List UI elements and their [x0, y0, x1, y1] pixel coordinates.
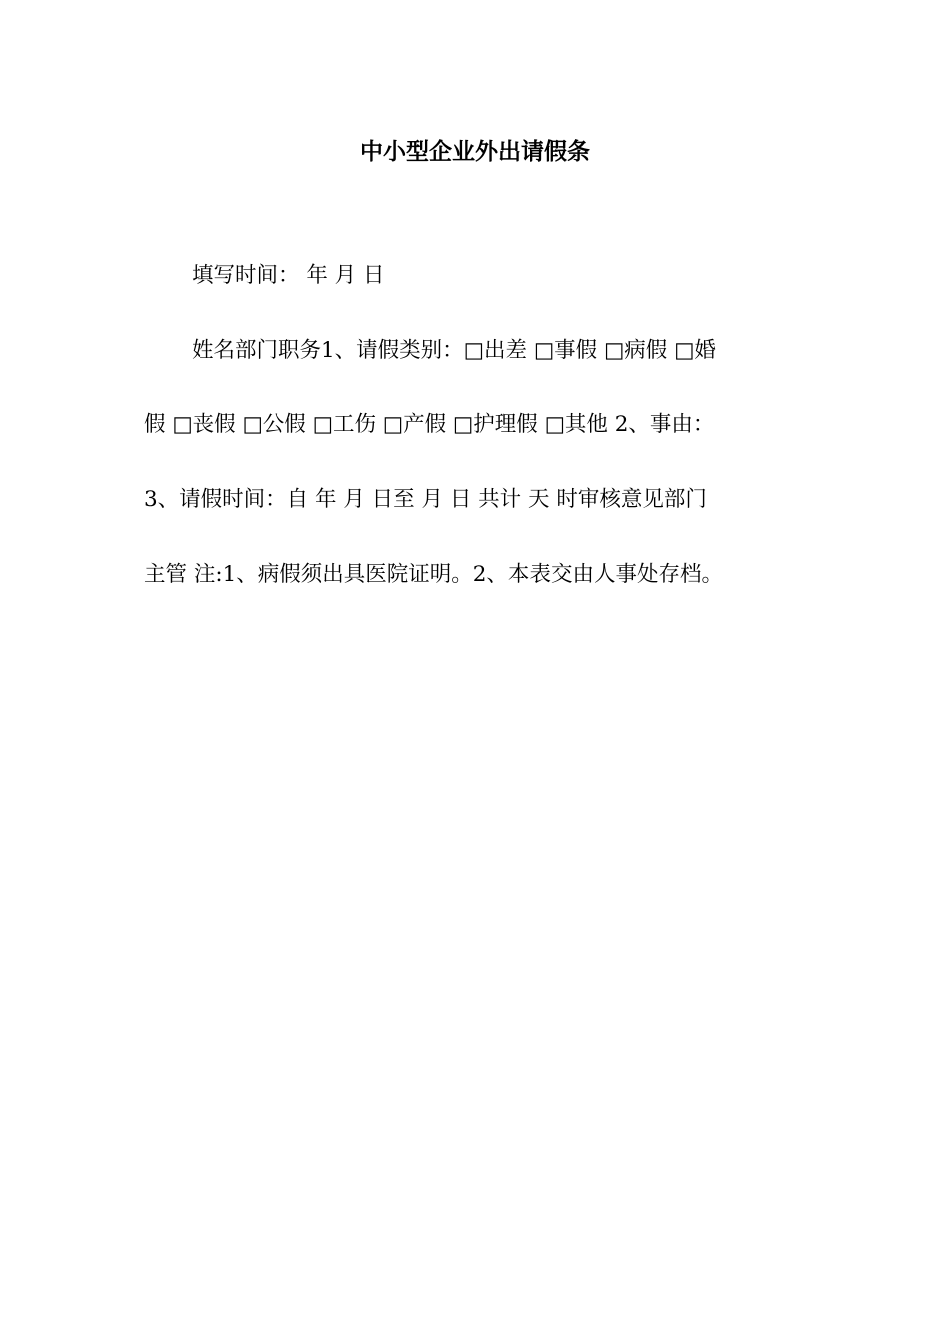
notes-line: 主管 注:1、病假须出具医院证明。2、本表交由人事处存档。	[144, 562, 723, 587]
leave-type-continued-line: 假 □丧假 □公假 □工伤 □产假 □护理假 □其他 2、事由：	[144, 412, 715, 437]
document-title: 中小型企业外出请假条	[360, 139, 590, 165]
leave-period-line: 3、请假时间：自 年 月 日至 月 日 共计 天 时审核意见部门	[144, 487, 707, 512]
fill-date-line: 填写时间： 年 月 日	[192, 263, 385, 288]
leave-type-line: 姓名部门职务1、请假类别：□出差 □事假 □病假 □婚	[192, 338, 716, 363]
